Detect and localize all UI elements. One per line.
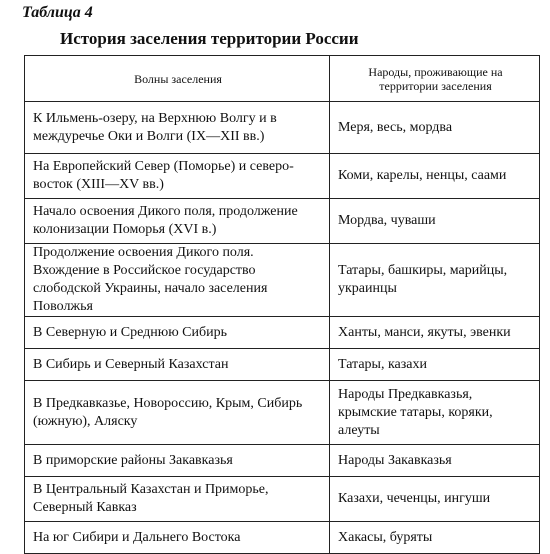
wave-cell: Продолжение освоения Дикого поля. Вхождение в Российское государство слободской Украины, начало заселения Поволжья bbox=[25, 244, 330, 317]
peoples-cell: Коми, карелы, ненцы, саами bbox=[330, 154, 540, 199]
peoples-cell: Татары, казахи bbox=[330, 349, 540, 381]
wave-cell: В Северную и Среднюю Сибирь bbox=[25, 317, 330, 349]
wave-cell: На юг Сибири и Дальнего Востока bbox=[25, 522, 330, 554]
wave-cell: К Ильмень-озеру, на Верхнюю Волгу и в междуречье Оки и Волги (IX—XII вв.) bbox=[25, 102, 330, 154]
settlement-history-table bbox=[24, 55, 540, 554]
wave-cell: В приморские районы Закавказья bbox=[25, 445, 330, 477]
wave-cell: В Центральный Казахстан и Приморье, Северный Кавказ bbox=[25, 477, 330, 522]
table-row bbox=[25, 445, 540, 477]
wave-cell: Начало освоения Дикого поля, продолжение колонизации Поморья (XVI в.) bbox=[25, 199, 330, 244]
peoples-cell: Казахи, чеченцы, ингуши bbox=[330, 477, 540, 522]
table-row bbox=[25, 522, 540, 554]
wave-cell: В Сибирь и Северный Казахстан bbox=[25, 349, 330, 381]
table-row bbox=[25, 381, 540, 445]
peoples-cell: Татары, башкиры, марийцы, украинцы bbox=[330, 244, 540, 317]
peoples-cell: Мордва, чуваши bbox=[330, 199, 540, 244]
table-row bbox=[25, 244, 540, 317]
peoples-cell: Меря, весь, мордва bbox=[330, 102, 540, 154]
peoples-cell: Хакасы, буряты bbox=[330, 522, 540, 554]
column-header-waves: Волны заселения bbox=[25, 56, 330, 102]
table-header-row bbox=[25, 56, 540, 102]
table-row bbox=[25, 154, 540, 199]
peoples-cell: Ханты, манси, якуты, эвенки bbox=[330, 317, 540, 349]
peoples-cell: Народы Предкавказья, крымские татары, коряки, алеуты bbox=[330, 381, 540, 445]
table-title: История заселения территории России bbox=[60, 29, 359, 48]
table-row bbox=[25, 102, 540, 154]
table-row bbox=[25, 199, 540, 244]
wave-cell: На Европейский Север (Поморье) и северо-восток (XIII—XV вв.) bbox=[25, 154, 330, 199]
table-row bbox=[25, 349, 540, 381]
table-row bbox=[25, 477, 540, 522]
peoples-cell: Народы Закавказья bbox=[330, 445, 540, 477]
wave-cell: В Предкавказье, Новороссию, Крым, Сибирь (южную), Аляску bbox=[25, 381, 330, 445]
column-header-peoples: Народы, проживающие на территории заселения bbox=[330, 56, 540, 102]
table-row bbox=[25, 317, 540, 349]
table-label: Таблица 4 bbox=[22, 4, 93, 21]
